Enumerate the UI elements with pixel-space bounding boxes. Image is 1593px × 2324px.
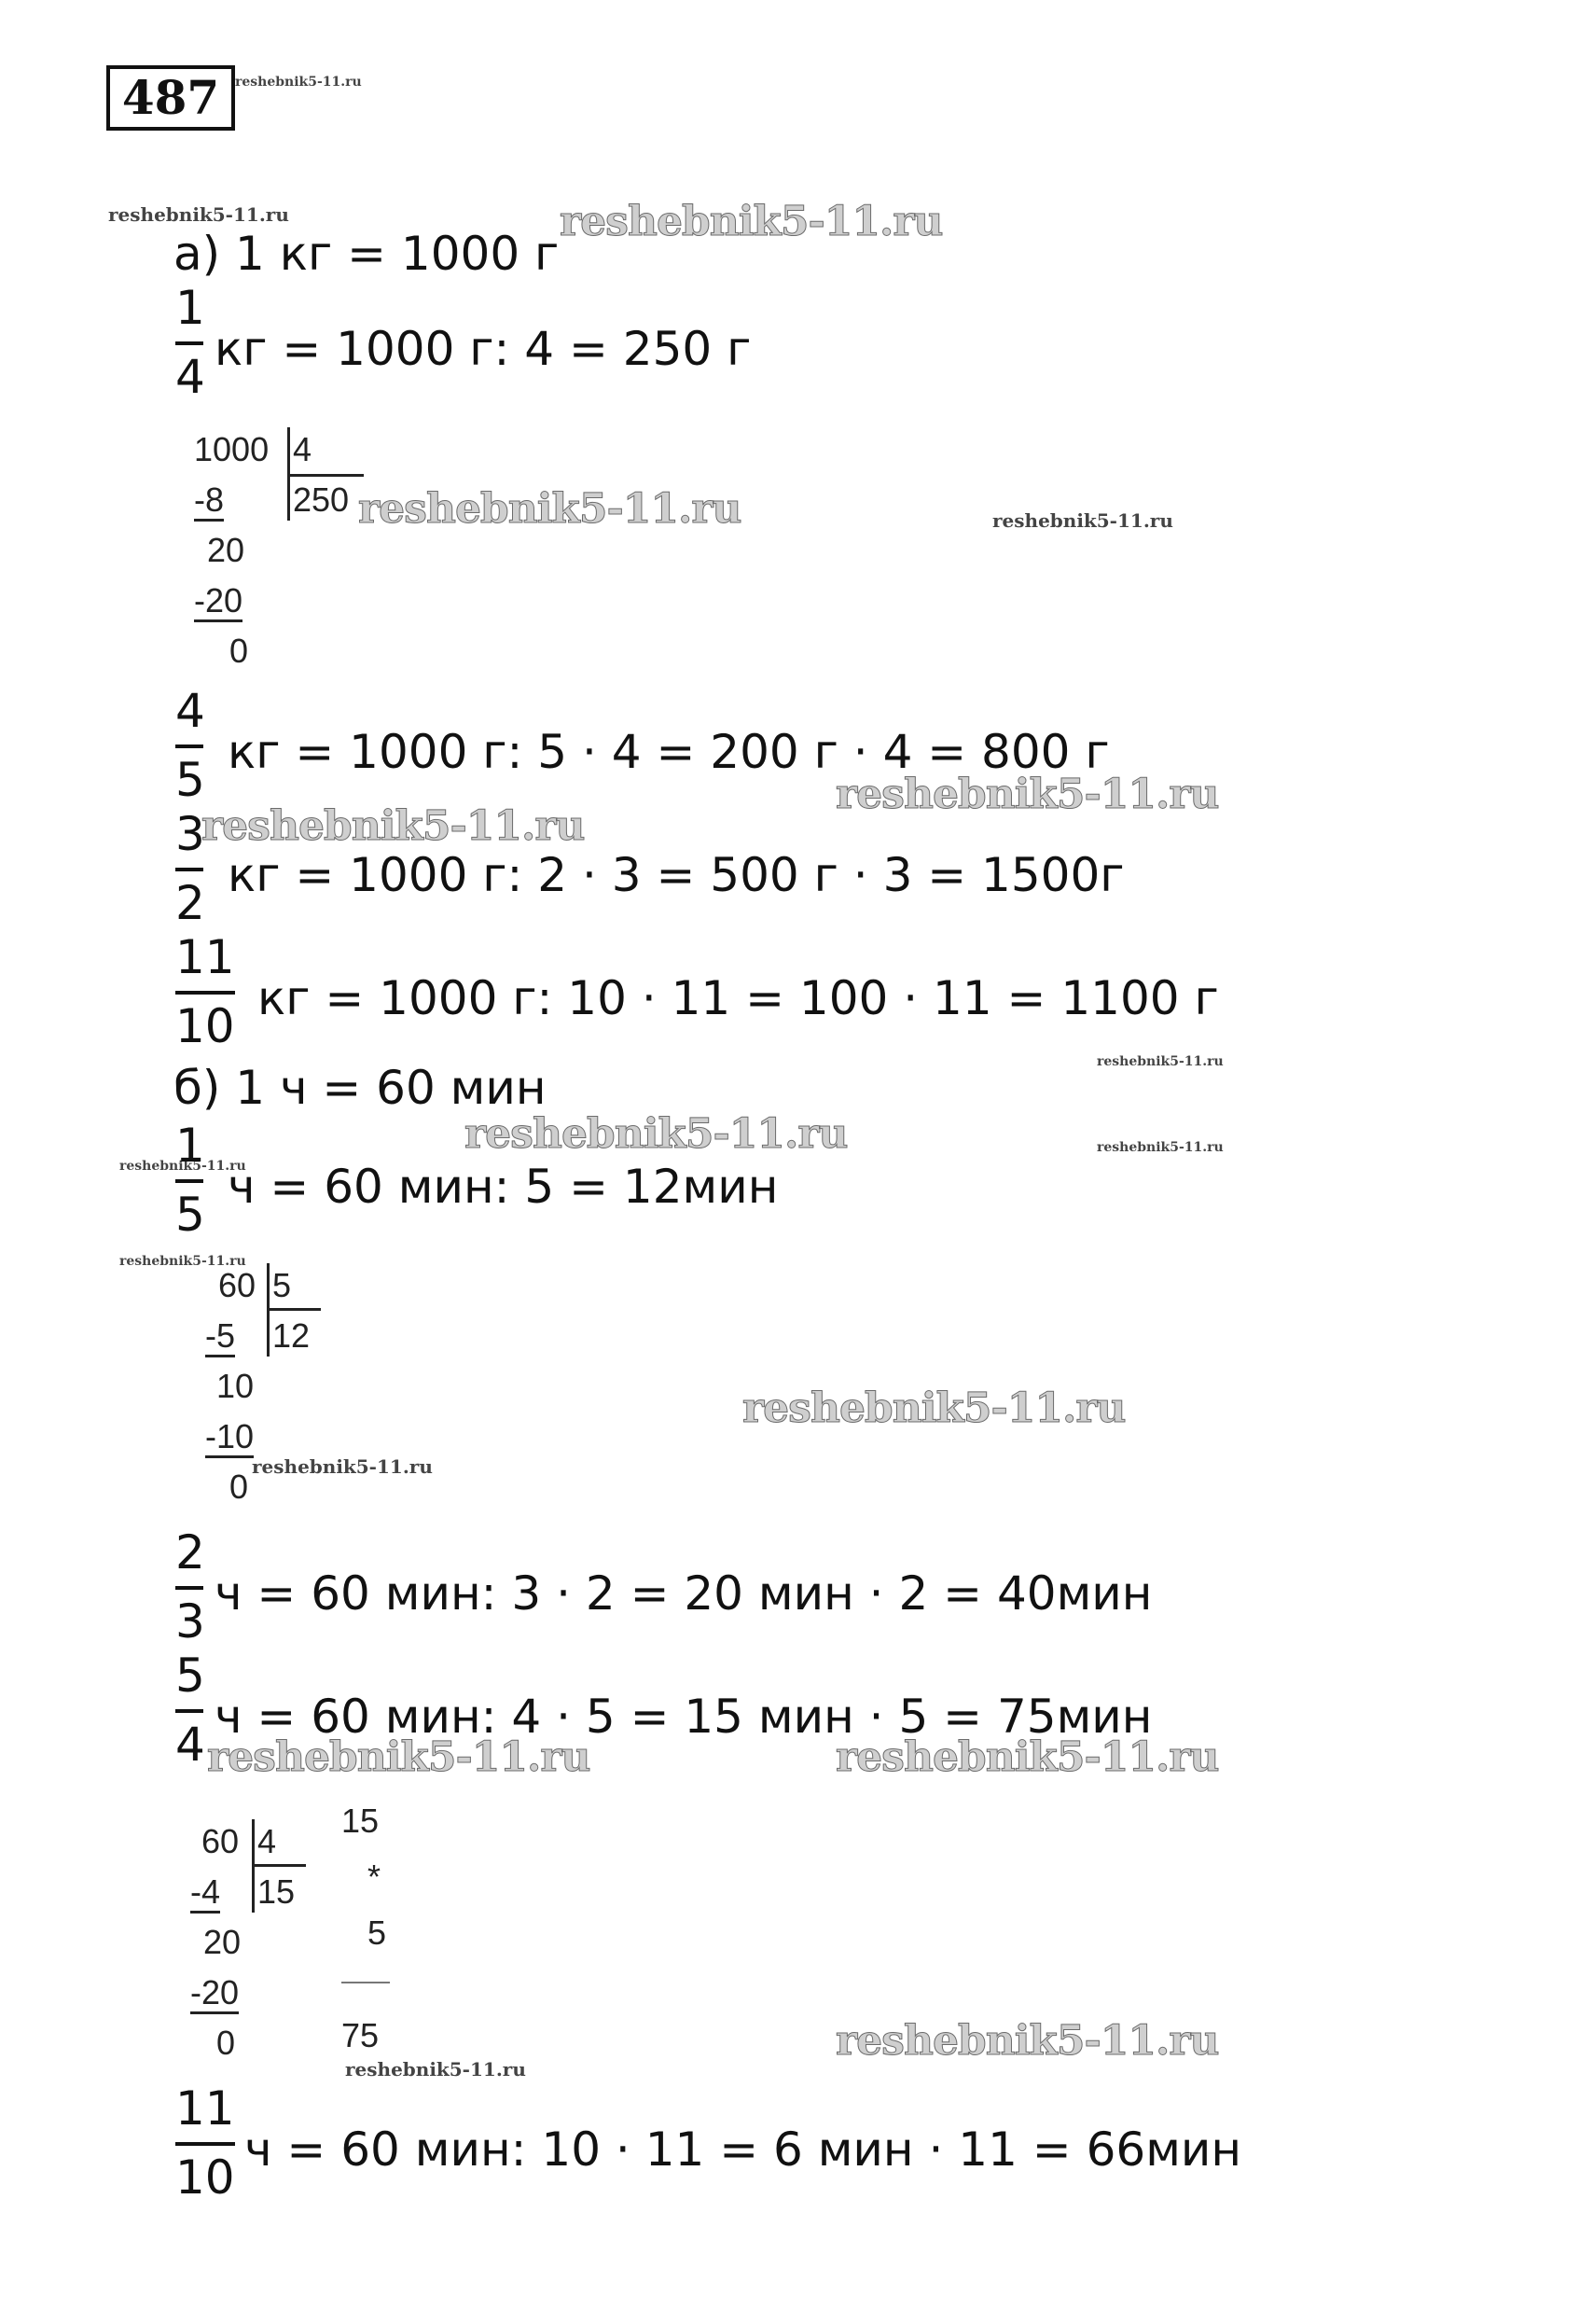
divisor: 5 (272, 1266, 292, 1304)
fraction-denominator: 10 (175, 2150, 235, 2205)
watermark: reshebnik5-11.ru (201, 802, 585, 850)
fraction-denominator: 5 (175, 1188, 205, 1242)
quotient: 15 (257, 1872, 296, 1911)
remainder: 20 (203, 1923, 242, 1961)
remainder: 0 (229, 1468, 249, 1506)
fraction-numerator: 3 (175, 807, 205, 861)
fraction-bar (175, 991, 235, 995)
fraction-denominator: 3 (175, 1594, 205, 1649)
watermark: reshebnik5-11.ru (836, 2017, 1219, 2065)
fraction-numerator: 4 (175, 684, 205, 738)
fraction-bar (175, 1586, 203, 1590)
watermark: reshebnik5-11.ru (560, 198, 943, 245)
fraction-numerator: 5 (175, 1649, 205, 1703)
subtrahend: -20 (190, 1974, 239, 2014)
watermark: reshebnik5-11.ru (345, 2058, 526, 2080)
divisor: 4 (257, 1822, 277, 1860)
equation-line: кг = 1000 г: 10 · 11 = 100 · 11 = 1100 г (257, 971, 1219, 1025)
subtrahend: -10 (205, 1418, 254, 1458)
equation-line: ч = 60 мин: 3 · 2 = 20 мин · 2 = 40мин (215, 1566, 1153, 1621)
equation-line: кг = 1000 г: 5 · 4 = 200 г · 4 = 800 г (228, 725, 1110, 779)
watermark: reshebnik5-11.ru (992, 509, 1173, 532)
watermark: reshebnik5-11.ru (1097, 1140, 1224, 1155)
dividend: 60 (201, 1822, 240, 1860)
fraction-bar (175, 2142, 235, 2146)
watermark: reshebnik5-11.ru (252, 1455, 433, 1478)
watermark: reshebnik5-11.ru (108, 203, 289, 226)
dividend: 60 (218, 1266, 256, 1304)
dividend: 1000 (194, 430, 270, 468)
watermark: reshebnik5-11.ru (464, 1110, 848, 1158)
product: 75 (341, 2016, 380, 2054)
watermark: reshebnik5-11.ru (836, 771, 1219, 818)
fraction-bar (175, 341, 203, 345)
remainder: 0 (229, 632, 249, 670)
watermark: reshebnik5-11.ru (358, 485, 741, 533)
equation-line: кг = 1000 г: 4 = 250 г (215, 322, 752, 376)
subtrahend: -4 (190, 1873, 220, 1913)
fraction-bar (175, 745, 203, 748)
fraction-bar (175, 868, 203, 871)
watermark: reshebnik5-11.ru (207, 1733, 590, 1781)
equation-line: ч = 60 мин: 10 · 11 = 6 мин · 11 = 66мин (244, 2122, 1242, 2177)
divisor: 4 (293, 430, 312, 468)
fraction-numerator: 1 (175, 1119, 205, 1173)
fraction-numerator: 1 (175, 281, 205, 335)
fraction-numerator: 11 (175, 930, 235, 984)
fraction-denominator: 5 (175, 753, 205, 807)
multiply-sign: * (367, 1858, 381, 1896)
part-b-header: б) 1 ч = 60 мин (173, 1061, 547, 1115)
equation-line: ч = 60 мин: 4 · 5 = 15 мин · 5 = 75мин (215, 1690, 1153, 1744)
subtrahend: -20 (194, 582, 242, 622)
fraction-bar (175, 1179, 203, 1183)
watermark: reshebnik5-11.ru (235, 75, 362, 90)
watermark: reshebnik5-11.ru (119, 1159, 246, 1174)
multiplicand: 15 (341, 1802, 380, 1840)
division-bracket (267, 1308, 321, 1311)
equation-line: ч = 60 мин: 5 = 12мин (228, 1160, 779, 1214)
fraction-denominator: 10 (175, 999, 235, 1053)
fraction-numerator: 2 (175, 1525, 205, 1579)
remainder: 10 (216, 1367, 255, 1405)
watermark: reshebnik5-11.ru (836, 1733, 1219, 1781)
remainder: 20 (207, 531, 245, 569)
fraction-denominator: 2 (175, 876, 205, 930)
fraction-denominator: 4 (175, 1718, 205, 1772)
fraction-numerator: 11 (175, 2081, 235, 2136)
task-number: 487 (106, 65, 235, 131)
division-bracket (287, 474, 364, 477)
equation-line: кг = 1000 г: 2 · 3 = 500 г · 3 = 1500г (228, 848, 1125, 902)
part-a-header: а) 1 кг = 1000 г (173, 227, 560, 281)
quotient: 250 (293, 480, 350, 519)
division-bracket (252, 1864, 306, 1867)
subtrahend: -5 (205, 1317, 235, 1357)
multiplier: 5 (367, 1913, 387, 1952)
watermark: reshebnik5-11.ru (742, 1385, 1126, 1432)
remainder: 0 (216, 2024, 236, 2062)
watermark: reshebnik5-11.ru (1097, 1054, 1224, 1069)
fraction-denominator: 4 (175, 350, 205, 404)
quotient: 12 (272, 1316, 311, 1355)
fraction-bar (175, 1709, 203, 1713)
watermark: reshebnik5-11.ru (119, 1254, 246, 1269)
result-line (341, 1982, 390, 1983)
subtrahend: -8 (194, 481, 224, 522)
